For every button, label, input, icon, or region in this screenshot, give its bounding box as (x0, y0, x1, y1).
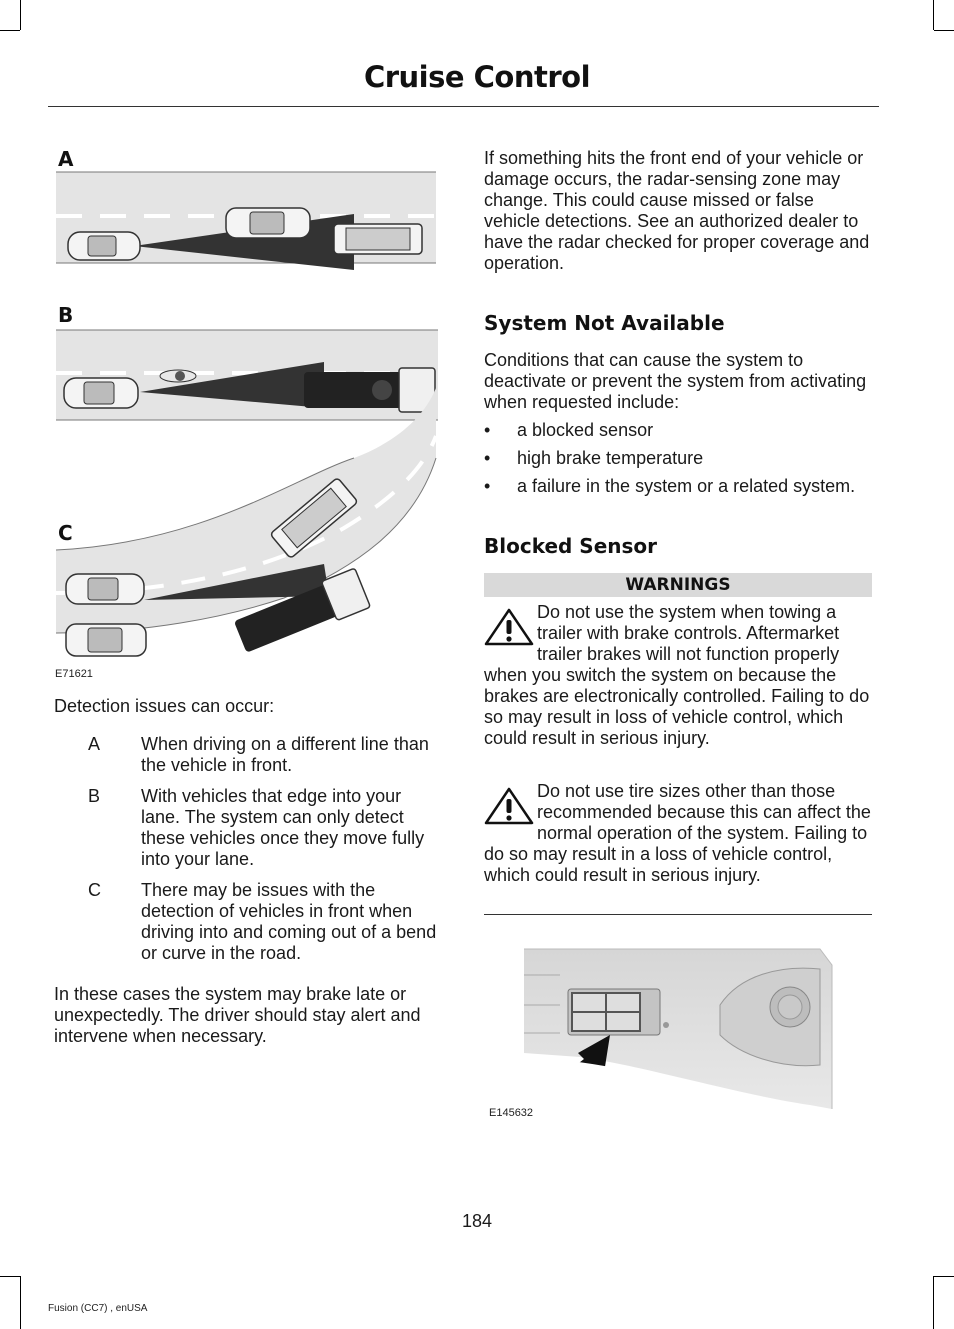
damage-paragraph: If something hits the front end of your vehicle or damage occurs, the radar-sensing zone may change. This could cause missed or false vehicle detections. See an authorized dealer to have the radar checked for proper coverage and operation. (484, 148, 870, 273)
icon-spacer (484, 602, 537, 665)
sensor-location-illustration (520, 945, 836, 1115)
figure-label-c: C (58, 521, 73, 545)
suv-icon (334, 224, 422, 254)
motorcycle-icon (160, 370, 196, 382)
bullet-text: a failure in the system or a related system. (517, 476, 856, 496)
page-title: Cruise Control (363, 60, 591, 94)
crop-mark (933, 0, 934, 30)
closing-paragraph: In these cases the system may brake late or unexpectedly. The driver should stay alert and intervene when necessary. (54, 984, 421, 1046)
section-heading: System Not Available (484, 311, 725, 335)
page-number: 184 (461, 1211, 493, 1231)
crop-mark (0, 1276, 20, 1277)
bullet-text: a blocked sensor (517, 420, 654, 440)
list-item (54, 786, 440, 872)
icon-spacer (484, 781, 537, 844)
item-text: With vehicles that edge into your lane. The system can only detect these vehicles once they move fully into your lane. (141, 786, 425, 869)
figure-code: E71621 (55, 668, 93, 680)
crop-mark (20, 1276, 21, 1329)
panel-b-road (56, 330, 438, 420)
item-text: When driving on a different line than the vehicle in front. (141, 734, 429, 775)
panel-c-curved-road (56, 388, 436, 656)
crop-mark (934, 1276, 954, 1277)
detection-illustration (54, 168, 440, 668)
bullet-dot: • (484, 420, 491, 440)
radar-sensor-icon (572, 993, 640, 1031)
footer-doc-id: Fusion (CC7) , enUSA (48, 1303, 148, 1314)
crop-mark (20, 0, 21, 30)
warnings-heading: WARNINGS (484, 573, 872, 597)
item-key: B (88, 786, 101, 806)
warning-text-wrap (484, 602, 874, 749)
car-icon (68, 232, 140, 260)
warning-text: Do not use tire sizes other than those recommended because this can affect the normal operation of the system. Failing to do so may result in a loss of vehicle control, which could result in serious injury. (484, 781, 871, 885)
section-text: Conditions that can cause the system to deactivate or prevent the system from activating when requested include: (484, 350, 867, 412)
figure-label-b: B (58, 303, 74, 327)
bullet-dot: • (484, 448, 491, 468)
crop-mark (933, 1276, 934, 1329)
figure-label-a: A (58, 147, 74, 171)
item-key: A (88, 734, 101, 754)
list-item (54, 880, 440, 966)
item-text: There may be issues with the detection of vehicles in front when driving into and coming out of a bend or curve in the road. (141, 880, 437, 963)
car-icon (64, 378, 138, 408)
list-item (54, 734, 440, 778)
warning-text: Do not use the system when towing a trailer with brake controls. Aftermarket trailer brakes will not function properly when you switch the system on because the brakes are electronically controlled. Failing to do so may result in loss of vehicle control, which could result in serious injury. (484, 602, 870, 748)
car-icon (66, 624, 146, 656)
figure-code: E145632 (489, 1107, 534, 1119)
car-icon (66, 574, 144, 604)
warnings-divider (484, 914, 872, 915)
warning-text-wrap (484, 781, 874, 886)
bullet-text: high brake temperature (517, 448, 704, 468)
crop-mark (0, 30, 20, 31)
panel-a-road (56, 172, 436, 270)
section-heading: Blocked Sensor (484, 534, 658, 558)
truck-icon (304, 368, 435, 412)
bullet-dot: • (484, 476, 491, 496)
title-divider (48, 106, 879, 107)
crop-mark (934, 30, 954, 31)
car-icon (226, 208, 310, 238)
detection-intro: Detection issues can occur: (54, 696, 275, 716)
item-key: C (88, 880, 101, 900)
